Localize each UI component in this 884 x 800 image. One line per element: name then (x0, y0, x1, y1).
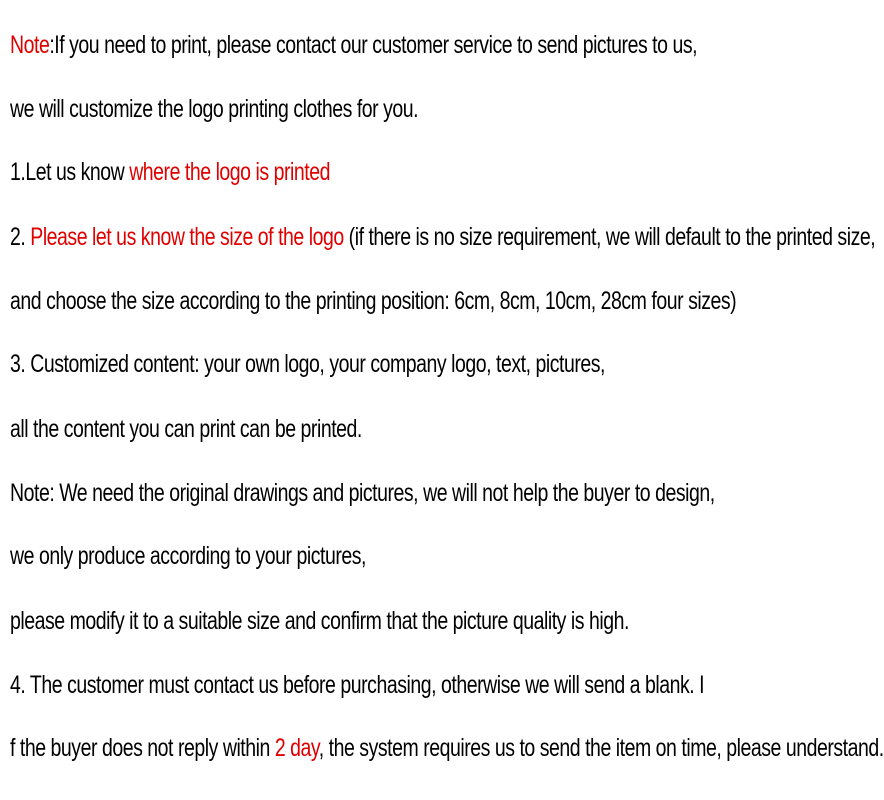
line-5 (10, 286, 736, 316)
line-7-text: all the content you can print can be printed. (10, 415, 362, 443)
line-12-text: , the system requires us to send the item on time, please understand. (318, 734, 884, 762)
line-8-text: Note: We need the original drawings and pictures, we will not help the buyer to design, (10, 479, 715, 507)
line-7 (10, 414, 362, 444)
line-5-text: and choose the size according to the printing position: 6cm, 8cm, 10cm, 28cm four sizes) (10, 287, 737, 315)
line-8 (10, 478, 715, 508)
line-9-text: we only produce according to your pictures, (10, 542, 366, 570)
note-label: Note (10, 31, 50, 59)
line-6 (10, 349, 605, 379)
line-2 (10, 94, 418, 124)
line-4 (10, 222, 875, 252)
logo-size-highlight: Please let us know the size of the logo (30, 223, 344, 251)
line-4-prefix: 2. (10, 223, 31, 251)
line-12 (10, 733, 884, 763)
line-3 (10, 157, 330, 187)
reply-deadline-highlight: 2 day (274, 734, 319, 762)
logo-position-highlight: where the logo is printed (129, 158, 330, 186)
line-10 (10, 606, 629, 636)
line-9 (10, 541, 366, 571)
line-11-text: 4. The customer must contact us before purchasing, otherwise we will send a blank. I (10, 671, 705, 699)
line-12-prefix: f the buyer does not reply within (10, 734, 275, 762)
line-1 (10, 30, 697, 60)
line-1-text: :If you need to print, please contact our customer service to send pictures to us, (49, 31, 698, 59)
line-2-text: we will customize the logo printing clothes for you. (10, 95, 419, 123)
line-10-text: please modify it to a suitable size and confirm that the picture quality is high. (10, 607, 629, 635)
line-11 (10, 670, 704, 700)
line-3-text: 1.Let us know (10, 158, 130, 186)
line-4-text: (if there is no size requirement, we will default to the printed size, (343, 223, 876, 251)
line-6-text: 3. Customized content: your own logo, your company logo, text, pictures, (10, 350, 605, 378)
